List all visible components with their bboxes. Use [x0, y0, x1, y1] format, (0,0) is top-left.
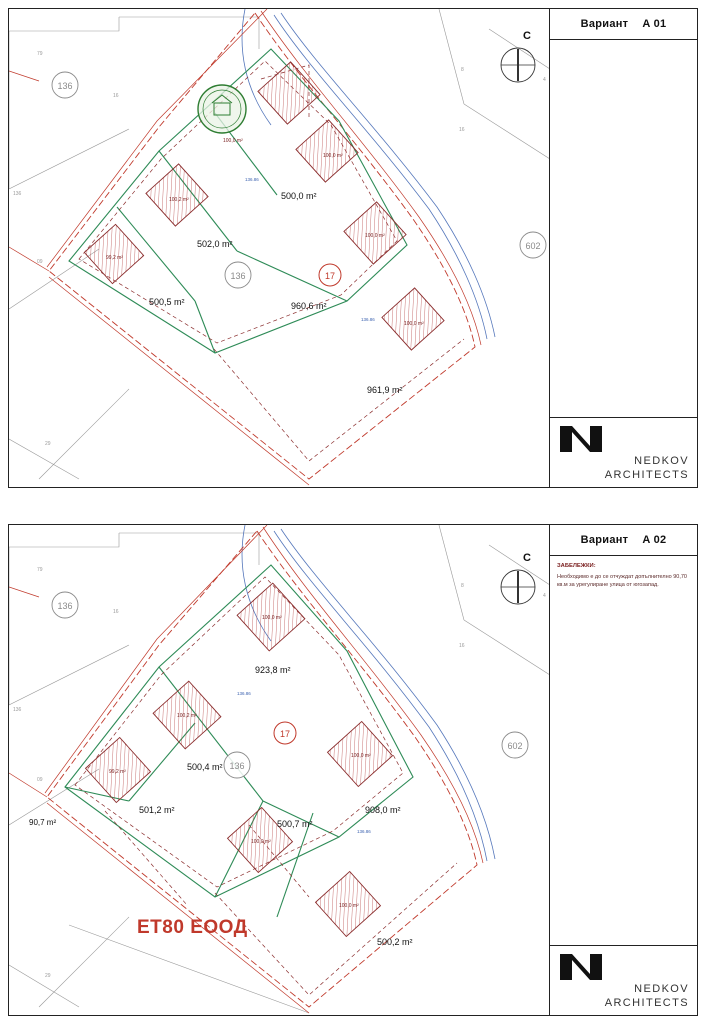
edge-number: 16: [113, 609, 119, 615]
building-area-label: 100,0 m²: [339, 903, 359, 909]
building-area-label: 99,2 m²: [106, 255, 123, 261]
edge-number: 79: [37, 51, 43, 57]
building-area-label: 100,2 m²: [177, 713, 197, 719]
compass-label: C: [523, 30, 531, 42]
logo-line-2: ARCHITECTS: [604, 996, 689, 1009]
edge-number: 16: [459, 127, 465, 133]
building-area-label: 100,0 m²: [365, 233, 385, 239]
notes-block: [550, 556, 697, 595]
edge-number: 29: [45, 441, 51, 447]
level-mark: 136.86: [245, 177, 259, 182]
variant-code: A 02: [642, 534, 667, 546]
building-area-label: 100,0 m²: [323, 153, 343, 159]
plot-area-label: 500,0 m²: [281, 191, 317, 201]
edge-number: 79: [37, 567, 43, 573]
parcel-number: 136: [57, 601, 73, 611]
compass-north-icon: [501, 48, 535, 82]
compass-label: C: [523, 552, 531, 564]
notes-text: Необходимо е до се отчуждат допълнително 90,70 кв.м за урегулиране улица от югозапад.: [557, 573, 687, 588]
building-area-label: 100,0 m²: [404, 321, 424, 327]
plot-area-label: 961,9 m²: [367, 385, 403, 395]
building-area-label: 100,0 m²: [351, 753, 371, 759]
parcel-number: 602: [525, 241, 541, 251]
edge-number: 16: [113, 93, 119, 99]
plot-area-label: 500,5 m²: [149, 297, 185, 307]
plot-area-label: 500,7 m²: [277, 819, 313, 829]
building-footprints: [84, 62, 444, 350]
plot-area-label: 908,0 m²: [365, 805, 401, 815]
drawing-sheet-a01: [8, 8, 698, 488]
title-column-a02: [549, 525, 697, 1015]
building-area-label: 100,0 m²: [223, 138, 243, 144]
edge-number: 29: [45, 973, 51, 979]
variant-label: Вариант: [580, 18, 629, 30]
parcel-number-highlight: 17: [279, 729, 291, 739]
nedkov-logo-icon: [558, 952, 604, 982]
nedkov-logo-icon: [558, 424, 604, 454]
edge-number: 136: [13, 191, 22, 197]
compass-north-icon: [501, 570, 535, 604]
edge-number: 8: [461, 67, 464, 73]
site-plan-drawing-a01[interactable]: [9, 9, 549, 487]
title-column-a01: [549, 9, 697, 487]
edge-number: 136: [13, 707, 22, 713]
parcel-number-highlight: 17: [324, 271, 336, 281]
site-plan-drawing-a02[interactable]: [9, 525, 549, 1015]
logo-block-a01: [550, 417, 697, 487]
building-area-label: 100,0 m²: [262, 615, 282, 621]
plot-area-label: 960,6 m²: [291, 301, 327, 311]
plan-area-a01[interactable]: [9, 9, 549, 487]
building-area-label: 100,2 m²: [169, 197, 189, 203]
parcel-number: 136: [229, 761, 245, 771]
plot-area-label: 90,7 m²: [29, 818, 57, 827]
plot-area-label: 502,0 m²: [197, 239, 233, 249]
sheet-title-a02: [550, 525, 697, 556]
plot-area-label: 923,8 m²: [255, 665, 291, 675]
drawing-sheet-a02: [8, 524, 698, 1016]
level-mark: 136.86: [361, 317, 375, 322]
plot-area-label: 501,2 m²: [139, 805, 175, 815]
notes-title: ЗАБЕЛЕЖКИ:: [557, 563, 596, 569]
building-area-label: 100,0 m²: [251, 839, 271, 845]
watermark-text: ET80 ЕООД: [137, 917, 248, 938]
logo-block-a02: [550, 945, 697, 1015]
logo-line-2: ARCHITECTS: [604, 468, 689, 481]
edge-number: 16: [459, 643, 465, 649]
level-mark: 136.86: [357, 829, 371, 834]
building-area-label: 99,2 m²: [109, 769, 126, 775]
edge-number: 4: [543, 77, 546, 83]
logo-line-1: NEDKOV: [634, 983, 689, 995]
sheet-title-a01: [550, 9, 697, 40]
level-mark: 136.86: [237, 691, 251, 696]
edge-number: 09: [37, 259, 43, 265]
parcel-number: 136: [230, 271, 246, 281]
variant-label: Вариант: [580, 534, 629, 546]
plot-area-label: 500,4 m²: [187, 762, 223, 772]
approval-stamp: [198, 85, 246, 133]
plot-area-label: 500,2 m²: [377, 937, 413, 947]
parcel-number: 136: [57, 81, 73, 91]
parcel-number: 602: [507, 741, 523, 751]
variant-code: A 01: [642, 18, 667, 30]
logo-line-1: NEDKOV: [634, 455, 689, 467]
plan-area-a02[interactable]: [9, 525, 549, 1015]
edge-number: 8: [461, 583, 464, 589]
edge-number: 4: [543, 593, 546, 599]
edge-number: 09: [37, 777, 43, 783]
